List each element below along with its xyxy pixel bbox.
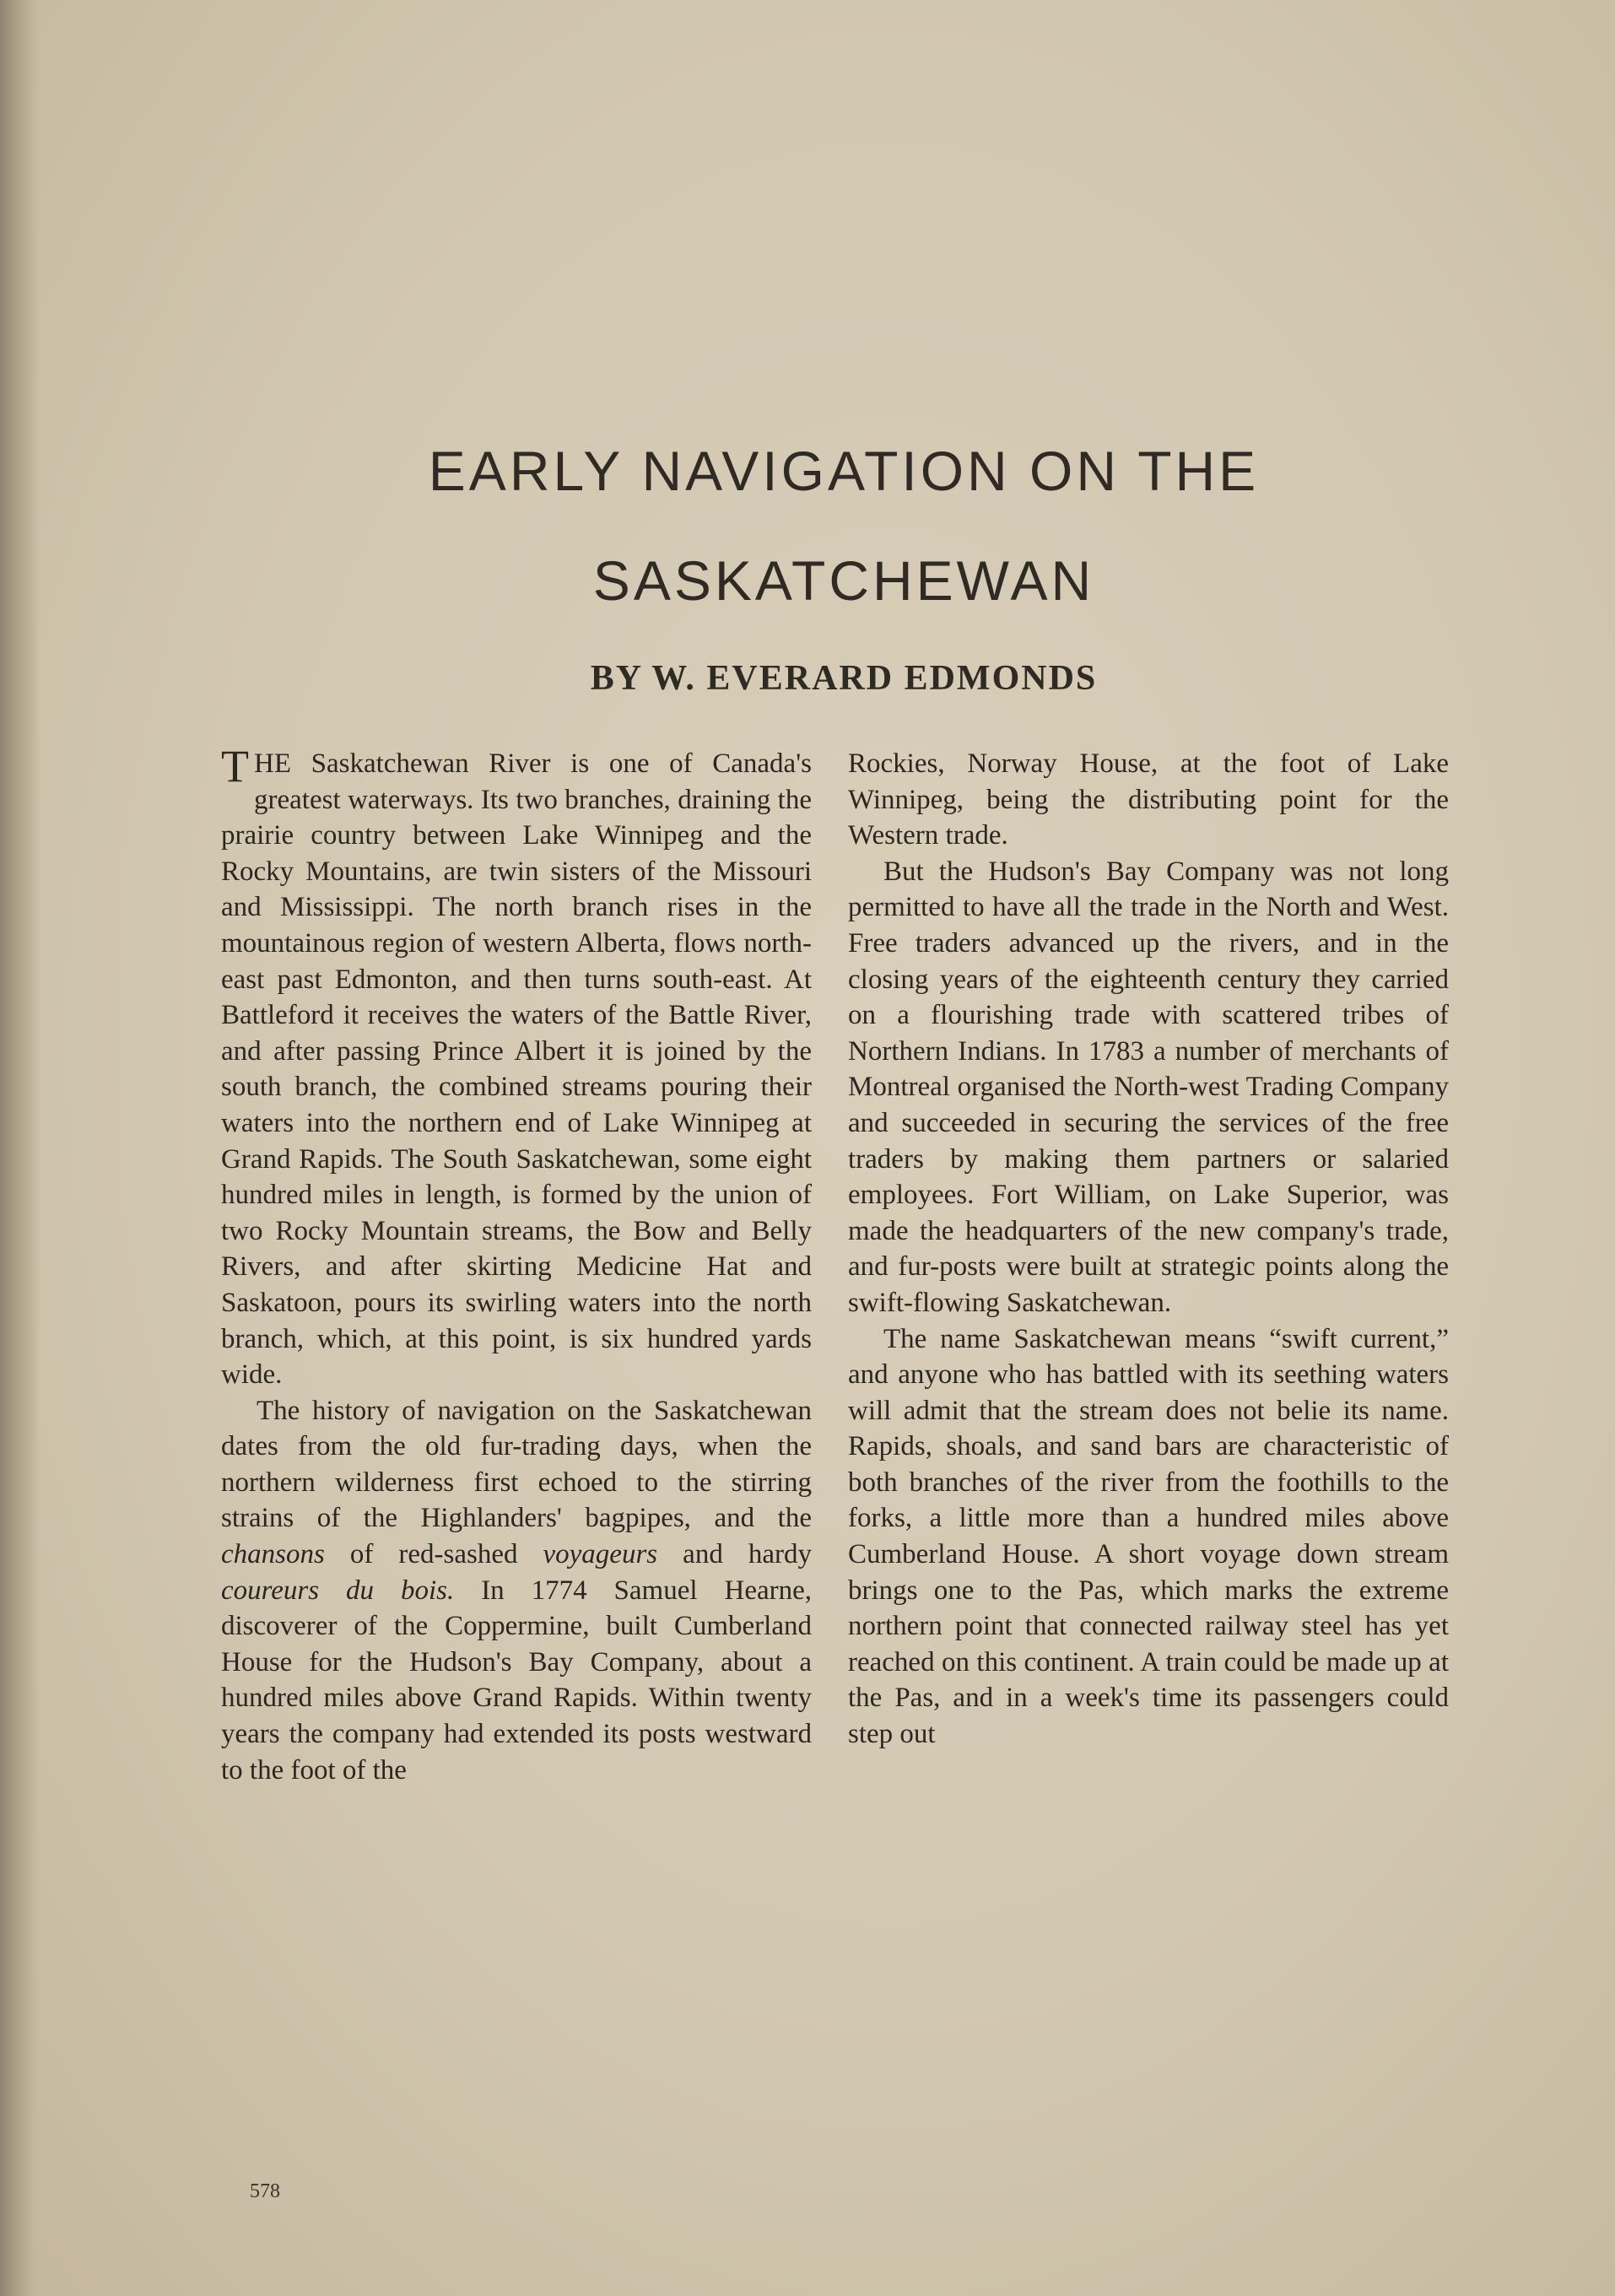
right-column — [848, 746, 1449, 1753]
paragraph-2-text-b: of red-sashed — [324, 1539, 543, 1570]
italic-voyageurs: voyageurs — [543, 1539, 658, 1570]
article-title-line-2: SASKATCHEWAN — [592, 549, 1095, 612]
paragraph-2-text-d: In 1774 Samuel Hearne, discoverer of the Coppermine, built Cumberland House for the Hudson's Bay Company, about a hundred miles above Grand Rapids. Within twenty years the company had extended its posts westward to the foot of the — [221, 1575, 812, 1785]
paragraph-2 — [221, 1393, 812, 1789]
left-column — [221, 741, 812, 1788]
paragraph-3: Rockies, Norway House, at the foot of Lake Winnipeg, being the distributing point for the Western trade. — [848, 748, 1449, 851]
paragraph-5: The name Saskatchewan means “swift current,” and anyone who has battled with its seething waters will admit that the stream does not belie its name. Rapids, shoals, and sand bars are characteristic of both branches of the river from the foothills to the forks, a little more than a hundred miles above Cumberland House. A short voyage down stream brings one to the Pas, which marks the extreme northern point that connected railway steel has yet reached on this continent. A train could be made up at the Pas, and in a week's time its passengers could step out — [848, 1323, 1449, 1750]
italic-coureurs-du-bois: coureurs du bois. — [221, 1575, 455, 1606]
italic-chansons: chansons — [221, 1539, 325, 1570]
page-number: 578 — [250, 2180, 280, 2202]
page-spine-shadow — [0, 0, 41, 2296]
paragraph-1 — [221, 741, 812, 1393]
drop-cap: T — [221, 741, 249, 791]
paragraph-1-text: HE Saskatchewan River is one of Canada's greatest waterways. Its two branches, draining the prairie country between Lake Winnipeg and the Rocky Mountains, are twin sisters of the Missouri and Mississippi. The north branch rises in the mountainous region of western Alberta, flows north-east past Edmonton, and then turns south-east. At Battleford it receives the waters of the Battle River, and after passing Prince Albert it is joined by the south branch, the combined streams pouring their waters into the northern end of Lake Winnipeg at Grand Rapids. The South Saskatchewan, some eight hundred miles in length, is formed by the union of two Rocky Mountain streams, the Bow and Belly Rivers, and after skirting Medicine Hat and Saskatoon, pours its swirling waters into the north branch, which, at this point, is six hundred yards wide. — [221, 748, 812, 1391]
paragraph-4: But the Hudson's Bay Company was not long permitted to have all the trade in the North and West. Free traders advanced up the rivers, and in the closing years of the eighteenth century they carried on a flourishing trade with scattered tribes of Northern Indians. In 1783 a number of merchants of Montreal organised the North-west Trading Company and succeeded in securing the services of the free traders by making them partners or salaried employees. Fort William, on Lake Superior, was made the headquarters of the new company's trade, and fur-posts were built at strategic points along the swift-flowing Saskatchewan. — [848, 856, 1449, 1318]
article-byline: BY W. EVERARD EDMONDS — [590, 659, 1098, 698]
article-title-line-1: EARLY NAVIGATION ON THE — [428, 440, 1260, 502]
paragraph-2-text-a: The history of navigation on the Saskatchewan dates from the old fur-trading days, when the northern wilderness first echoed to the stirring strains of the Highlanders' bagpipes, and the — [221, 1395, 812, 1534]
paragraph-2-text-c: and hardy — [657, 1539, 812, 1570]
